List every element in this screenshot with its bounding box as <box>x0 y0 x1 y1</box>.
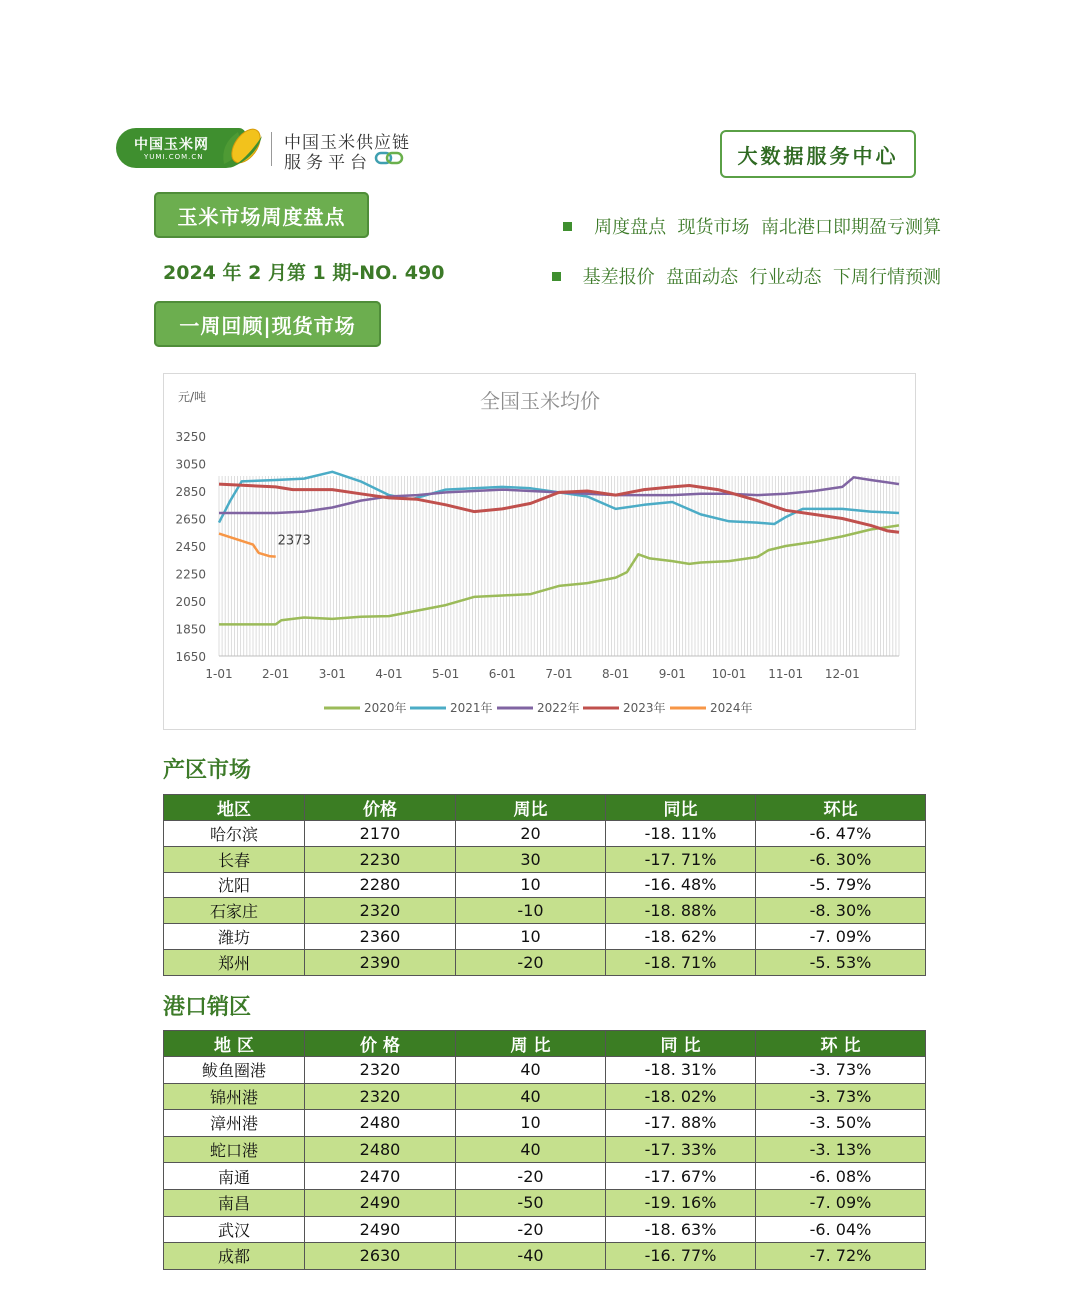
table-cell: 40 <box>456 1083 606 1110</box>
table-cell: 2320 <box>305 898 456 924</box>
table-cell: 2320 <box>305 1057 456 1084</box>
x-tick-label: 6-01 <box>488 667 516 681</box>
legend-label: 2020年 <box>364 701 407 715</box>
price-chart <box>163 373 916 730</box>
table-cell: 潍坊 <box>164 924 305 950</box>
table-cell: -18. 02% <box>606 1083 756 1110</box>
table-cell: -8. 30% <box>756 898 926 924</box>
table-cell: 南通 <box>164 1163 305 1190</box>
table-cell: 2490 <box>305 1189 456 1216</box>
table-row <box>164 821 926 847</box>
x-tick-label: 4-01 <box>375 667 403 681</box>
y-tick-label: 2250 <box>175 567 206 582</box>
table-cell: -6. 04% <box>756 1216 926 1243</box>
table-cell: -7. 09% <box>756 1189 926 1216</box>
table-cell: -3. 73% <box>756 1057 926 1084</box>
table-cell: -20 <box>456 949 606 975</box>
producing-section-title: 产区市场 <box>163 758 252 783</box>
table-cell: 蛇口港 <box>164 1136 305 1163</box>
table-cell: 2480 <box>305 1110 456 1137</box>
y-tick-label: 1850 <box>175 622 206 637</box>
table-cell: 郑州 <box>164 949 305 975</box>
table-cell: -6. 47% <box>756 821 926 847</box>
table-cell: 10 <box>456 872 606 898</box>
platform-line2: 服务平台 <box>284 153 372 173</box>
table-row <box>164 1163 926 1190</box>
bullet-text-2: 基差报价 盘面动态 行业动态 下周行情预测 <box>582 267 941 288</box>
table-row <box>164 1057 926 1084</box>
big-data-center-badge: 大数据服务中心 <box>720 130 916 178</box>
table-cell: 长春 <box>164 846 305 872</box>
table-row <box>164 898 926 924</box>
table-cell: 锦州港 <box>164 1083 305 1110</box>
column-header: 周比 <box>456 795 606 821</box>
table-cell: -18. 11% <box>606 821 756 847</box>
x-tick-label: 3-01 <box>318 667 346 681</box>
table-cell: -50 <box>456 1189 606 1216</box>
table-cell: 2170 <box>305 821 456 847</box>
table-cell: -5. 53% <box>756 949 926 975</box>
x-tick-label: 10-01 <box>711 667 747 681</box>
y-tick-label: 2650 <box>175 512 206 527</box>
table-cell: 30 <box>456 846 606 872</box>
table-cell: -16. 77% <box>606 1243 756 1270</box>
column-header: 地 区 <box>164 1031 305 1057</box>
table-cell: 10 <box>456 924 606 950</box>
link-icon <box>374 150 404 166</box>
y-tick-label: 1650 <box>175 650 206 664</box>
table-cell: 石家庄 <box>164 898 305 924</box>
table-cell: 2390 <box>305 949 456 975</box>
y-tick-label: 2450 <box>175 540 206 554</box>
y-tick-label: 3250 <box>175 430 206 444</box>
chart-svg <box>164 374 917 731</box>
annotation-label: 2373 <box>277 533 311 549</box>
table-cell: -19. 16% <box>606 1189 756 1216</box>
table-cell: 沈阳 <box>164 872 305 898</box>
x-tick-label: 12-01 <box>824 667 860 681</box>
legend-label: 2021年 <box>450 701 493 715</box>
table-row <box>164 924 926 950</box>
table-cell: 2230 <box>305 846 456 872</box>
table-cell: -20 <box>456 1216 606 1243</box>
column-header: 价格 <box>305 795 456 821</box>
square-bullet-icon <box>563 222 572 231</box>
table-row <box>164 1110 926 1137</box>
column-header: 环比 <box>756 795 926 821</box>
platform-line1: 中国玉米供应链 <box>284 133 410 153</box>
table-cell: -17. 67% <box>606 1163 756 1190</box>
table-row <box>164 846 926 872</box>
section-tag: 一周回顾|现货市场 <box>154 301 381 347</box>
table-row <box>164 1243 926 1270</box>
table-header-row <box>164 1031 926 1057</box>
table-cell: -3. 73% <box>756 1083 926 1110</box>
table-row <box>164 1083 926 1110</box>
legend-label: 2024年 <box>710 701 753 715</box>
bullet-line-2 <box>552 263 941 289</box>
y-tick-label: 2050 <box>175 595 206 609</box>
logo-cn-text: 中国玉米网 <box>134 137 209 153</box>
table-row <box>164 949 926 975</box>
table-row <box>164 1216 926 1243</box>
x-tick-label: 5-01 <box>432 667 460 681</box>
table-cell: 漳州港 <box>164 1110 305 1137</box>
table-cell: -18. 31% <box>606 1057 756 1084</box>
issue-number: 2024 年 2 月第 1 期-NO. 490 <box>163 262 445 284</box>
table-cell: -10 <box>456 898 606 924</box>
column-header: 同比 <box>606 795 756 821</box>
table-cell: 2480 <box>305 1136 456 1163</box>
table-cell: -17. 88% <box>606 1110 756 1137</box>
table-cell: -18. 88% <box>606 898 756 924</box>
column-header: 同 比 <box>606 1031 756 1057</box>
table-cell: 40 <box>456 1057 606 1084</box>
x-tick-label: 11-01 <box>768 667 804 681</box>
table-row <box>164 872 926 898</box>
table-row <box>164 1136 926 1163</box>
table-cell: 10 <box>456 1110 606 1137</box>
table-header-row <box>164 795 926 821</box>
table-cell: 2470 <box>305 1163 456 1190</box>
x-tick-label: 8-01 <box>602 667 630 681</box>
table-cell: -16. 48% <box>606 872 756 898</box>
port-table <box>163 1030 926 1270</box>
x-tick-label: 7-01 <box>545 667 573 681</box>
legend-label: 2023年 <box>623 701 666 715</box>
table-cell: -6. 08% <box>756 1163 926 1190</box>
table-cell: 2320 <box>305 1083 456 1110</box>
table-cell: 武汉 <box>164 1216 305 1243</box>
table-cell: -5. 79% <box>756 872 926 898</box>
table-cell: -40 <box>456 1243 606 1270</box>
x-tick-label: 9-01 <box>658 667 686 681</box>
column-header: 环 比 <box>756 1031 926 1057</box>
bullet-line-1 <box>563 213 941 239</box>
bullet-text-1: 周度盘点 现货市场 南北港口即期盈亏测算 <box>594 217 941 238</box>
report-title-tag: 玉米市场周度盘点 <box>154 192 369 238</box>
table-cell: 鲅鱼圈港 <box>164 1057 305 1084</box>
y-axis-label: 元/吨 <box>178 390 207 404</box>
x-tick-label: 1-01 <box>205 667 233 681</box>
table-cell: 2490 <box>305 1216 456 1243</box>
port-section-title: 港口销区 <box>163 995 252 1020</box>
square-bullet-icon <box>552 272 561 281</box>
table-cell: 2630 <box>305 1243 456 1270</box>
y-tick-label: 3050 <box>175 457 206 472</box>
logo-url-text: YUMI.COM.CN <box>144 153 204 161</box>
logo <box>116 126 416 172</box>
table-cell: -7. 09% <box>756 924 926 950</box>
table-cell: -6. 30% <box>756 846 926 872</box>
table-row <box>164 1189 926 1216</box>
table-cell: 成都 <box>164 1243 305 1270</box>
table-cell: 2280 <box>305 872 456 898</box>
table-cell: -7. 72% <box>756 1243 926 1270</box>
producing-table <box>163 794 926 976</box>
chart-title: 全国玉米均价 <box>480 389 600 413</box>
table-cell: -20 <box>456 1163 606 1190</box>
table-cell: 40 <box>456 1136 606 1163</box>
column-header: 地区 <box>164 795 305 821</box>
table-cell: 哈尔滨 <box>164 821 305 847</box>
x-tick-label: 2-01 <box>262 667 290 681</box>
table-cell: -3. 13% <box>756 1136 926 1163</box>
table-cell: 2360 <box>305 924 456 950</box>
table-cell: 20 <box>456 821 606 847</box>
table-cell: -3. 50% <box>756 1110 926 1137</box>
series-line-4 <box>219 534 276 557</box>
table-cell: -18. 62% <box>606 924 756 950</box>
table-cell: -18. 71% <box>606 949 756 975</box>
logo-divider <box>271 132 272 166</box>
legend-label: 2022年 <box>537 701 580 715</box>
corn-icon <box>216 124 266 170</box>
y-tick-label: 2850 <box>175 485 206 499</box>
table-cell: -17. 71% <box>606 846 756 872</box>
column-header: 价 格 <box>305 1031 456 1057</box>
table-cell: 南昌 <box>164 1189 305 1216</box>
table-cell: -17. 33% <box>606 1136 756 1163</box>
column-header: 周 比 <box>456 1031 606 1057</box>
table-cell: -18. 63% <box>606 1216 756 1243</box>
